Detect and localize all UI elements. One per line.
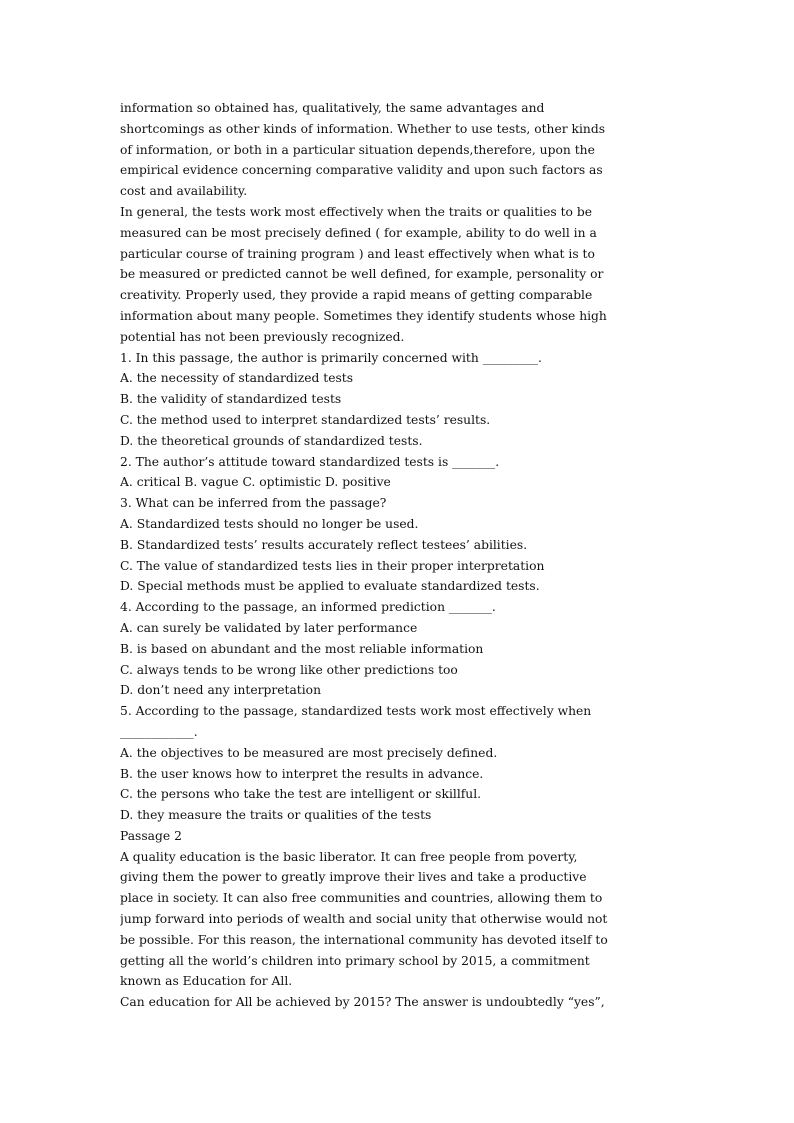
option: D. they measure the traits or qualities of the tests (120, 808, 432, 823)
text-line: Can education for All be achieved by 2015? The answer is undoubtedly “yes”, (120, 995, 605, 1010)
option: C. the persons who take the test are intelligent or skillful. (120, 787, 482, 802)
text-line: ____________. (120, 724, 198, 739)
text-line: of information, or both in a particular situation depends,therefore, upon the (120, 142, 595, 157)
question-5: 5. According to the passage, standardized tests work most effectively when (120, 704, 592, 719)
document-page (120, 98, 690, 1013)
text-line: information about many people. Sometimes they identify students whose high (120, 308, 607, 323)
option: D. don’t need any interpretation (120, 683, 322, 698)
text-line: jump forward into periods of wealth and social unity that otherwise would not (120, 912, 608, 927)
option: A. critical B. vague C. optimistic D. positive (120, 475, 391, 490)
text-line: In general, the tests work most effectively when the traits or qualities to be (120, 204, 592, 219)
text-line: be possible. For this reason, the international community has devoted itself to (120, 932, 608, 947)
text-line: information so obtained has, qualitatively, the same advantages and (120, 101, 545, 115)
text-line: be measured or predicted cannot be well defined, for example, personality or (120, 267, 604, 282)
text-line: shortcomings as other kinds of information. Whether to use tests, other kinds (120, 121, 606, 136)
text-line: potential has not been previously recognized. (120, 329, 405, 344)
option: B. the validity of standardized tests (120, 392, 342, 407)
text-line: known as Education for All. (120, 974, 293, 989)
question-2: 2. The author’s attitude toward standardized tests is _______. (120, 454, 500, 469)
option: B. the user knows how to interpret the results in advance. (120, 766, 484, 781)
question-3: 3. What can be inferred from the passage? (120, 496, 387, 511)
option: A. the necessity of standardized tests (120, 371, 354, 386)
option: C. the method used to interpret standardized tests’ results. (120, 412, 491, 427)
text-line: measured can be most precisely defined ( for example, ability to do well in a (120, 225, 597, 240)
option: A. can surely be validated by later performance (120, 620, 418, 635)
option: C. always tends to be wrong like other predictions too (120, 662, 458, 677)
option: A. Standardized tests should no longer be used. (120, 516, 419, 531)
text-line: getting all the world’s children into primary school by 2015, a commitment (120, 953, 590, 968)
question-4: 4. According to the passage, an informed prediction _______. (120, 600, 496, 615)
option: D. Special methods must be applied to evaluate standardized tests. (120, 579, 540, 594)
option: A. the objectives to be measured are most precisely defined. (120, 745, 498, 760)
text-line: giving them the power to greatly improve their lives and take a productive (120, 870, 587, 885)
option: B. is based on abundant and the most reliable information (120, 641, 484, 656)
text-line: particular course of training program ) and least effectively when what is to (120, 246, 595, 261)
option: C. The value of standardized tests lies in their proper interpretation (120, 558, 545, 573)
option: B. Standardized tests’ results accurately reflect testees’ abilities. (120, 537, 528, 552)
text-line: creativity. Properly used, they provide a rapid means of getting comparable (120, 288, 593, 303)
text-line: place in society. It can also free communities and countries, allowing them to (120, 891, 603, 906)
text-line: A quality education is the basic liberator. It can free people from poverty, (120, 849, 578, 864)
passage-heading: Passage 2 (120, 828, 182, 843)
text-line: cost and availability. (120, 184, 248, 199)
option: D. the theoretical grounds of standardized tests. (120, 433, 423, 448)
text-line: empirical evidence concerning comparative validity and upon such factors as (120, 163, 603, 178)
question-1: 1. In this passage, the author is primarily concerned with _________. (120, 350, 542, 365)
